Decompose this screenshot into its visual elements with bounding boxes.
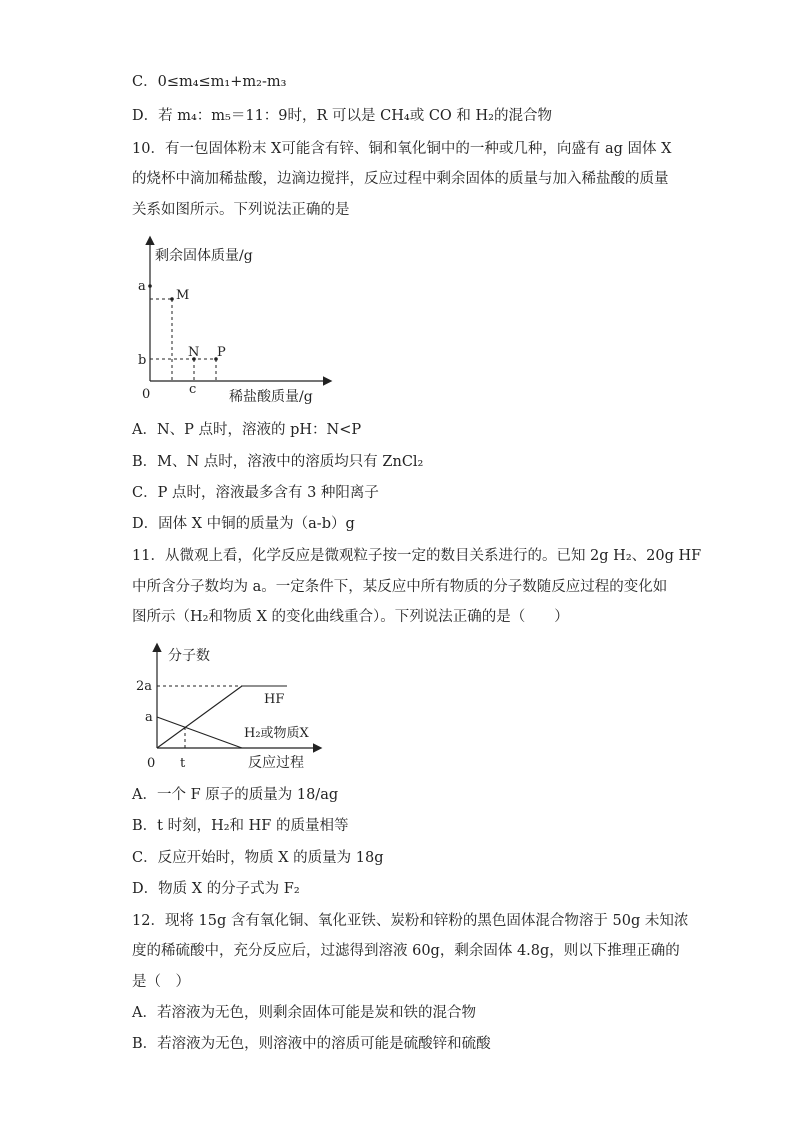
q11-stem-line1: 11．从微观上看，化学反应是微观粒子按一定的数目关系进行的。已知 2g H₂、20g HF [132, 548, 702, 564]
q10-stem-line2: 的烧杯中滴加稀盐酸，边滴边搅拌，反应过程中剩余固体的质量与加入稀盐酸的质量 [132, 171, 669, 187]
q10-option-d: D．固体 X 中铜的质量为（a-b）g [132, 516, 355, 532]
q12-stem-line2: 度的稀硫酸中，充分反应后，过滤得到溶液 60g，剩余固体 4.8g，则以下推理正确的 [132, 943, 680, 959]
q11-option-d: D．物质 X 的分子式为 F₂ [132, 881, 300, 897]
q10-tick-b: b [138, 353, 147, 368]
q11-option-a: A．一个 F 原子的质量为 18/ag [132, 787, 339, 803]
q11-x-axis-label: 反应过程 [248, 755, 304, 771]
q10-x-axis-label: 稀盐酸质量/g [229, 389, 313, 405]
q11-series-h2: H₂或物质X [244, 726, 309, 741]
q9-option-c: C．0≤m₄≤m₁+m₂-m₃ [132, 74, 287, 90]
q11-h2-line [157, 717, 242, 748]
q11-tick-t: t [180, 756, 186, 771]
q10-label-m: M [176, 288, 190, 303]
q10-option-a: A．N、P 点时，溶液的 pH：N<P [132, 422, 362, 438]
q11-hf-rise [157, 686, 242, 748]
q11-origin-label: 0 [147, 756, 156, 771]
q10-tick-a: a [138, 279, 146, 294]
q10-option-b: B．M、N 点时，溶液中的溶质均只有 ZnCl₂ [132, 454, 424, 470]
q11-stem-line2: 中所含分子数均为 a。一定条件下，某反应中所有物质的分子数随反应过程的变化如 [132, 579, 668, 595]
q11-tick-2a: 2a [136, 679, 153, 694]
q11-y-axis-label: 分子数 [168, 648, 210, 664]
q9-option-d: D．若 m₄：m₅＝11：9时，R 可以是 CH₄或 CO 和 H₂的混合物 [132, 108, 552, 124]
q10-origin-label: 0 [142, 387, 151, 402]
q10-label-n: N [188, 345, 200, 360]
q11-stem-line3: 图所示（H₂和物质 X 的变化曲线重合）。下列说法正确的是（ ） [132, 609, 569, 625]
q10-tick-c: c [189, 382, 197, 397]
q10-label-p: P [217, 345, 226, 360]
q11-option-b: B．t 时刻，H₂和 HF 的质量相等 [132, 818, 349, 834]
q12-option-a: A．若溶液为无色，则剩余固体可能是炭和铁的混合物 [132, 1005, 476, 1021]
q12-stem-line1: 12．现将 15g 含有氧化铜、氧化亚铁、炭粉和锌粉的黑色固体混合物溶于 50g 未知浓 [132, 913, 689, 929]
q12-stem-line3: 是（ ） [132, 974, 190, 990]
q10-y-axis-label: 剩余固体质量/g [155, 248, 253, 264]
q10-stem-line3: 关系如图所示。下列说法正确的是 [132, 202, 350, 218]
q12-option-b: B．若溶液为无色，则溶液中的溶质可能是硫酸锌和硫酸 [132, 1036, 491, 1052]
q10-stem-line1: 10．有一包固体粉末 X可能含有锌、铜和氧化铜中的一种或几种，向盛有 ag 固体 X [132, 141, 672, 157]
q10-option-c: C．P 点时，溶液最多含有 3 种阳离子 [132, 485, 379, 501]
q11-tick-a: a [145, 710, 153, 725]
q11-series-hf: HF [264, 692, 285, 707]
q11-option-c: C．反应开始时，物质 X 的质量为 18g [132, 850, 384, 866]
